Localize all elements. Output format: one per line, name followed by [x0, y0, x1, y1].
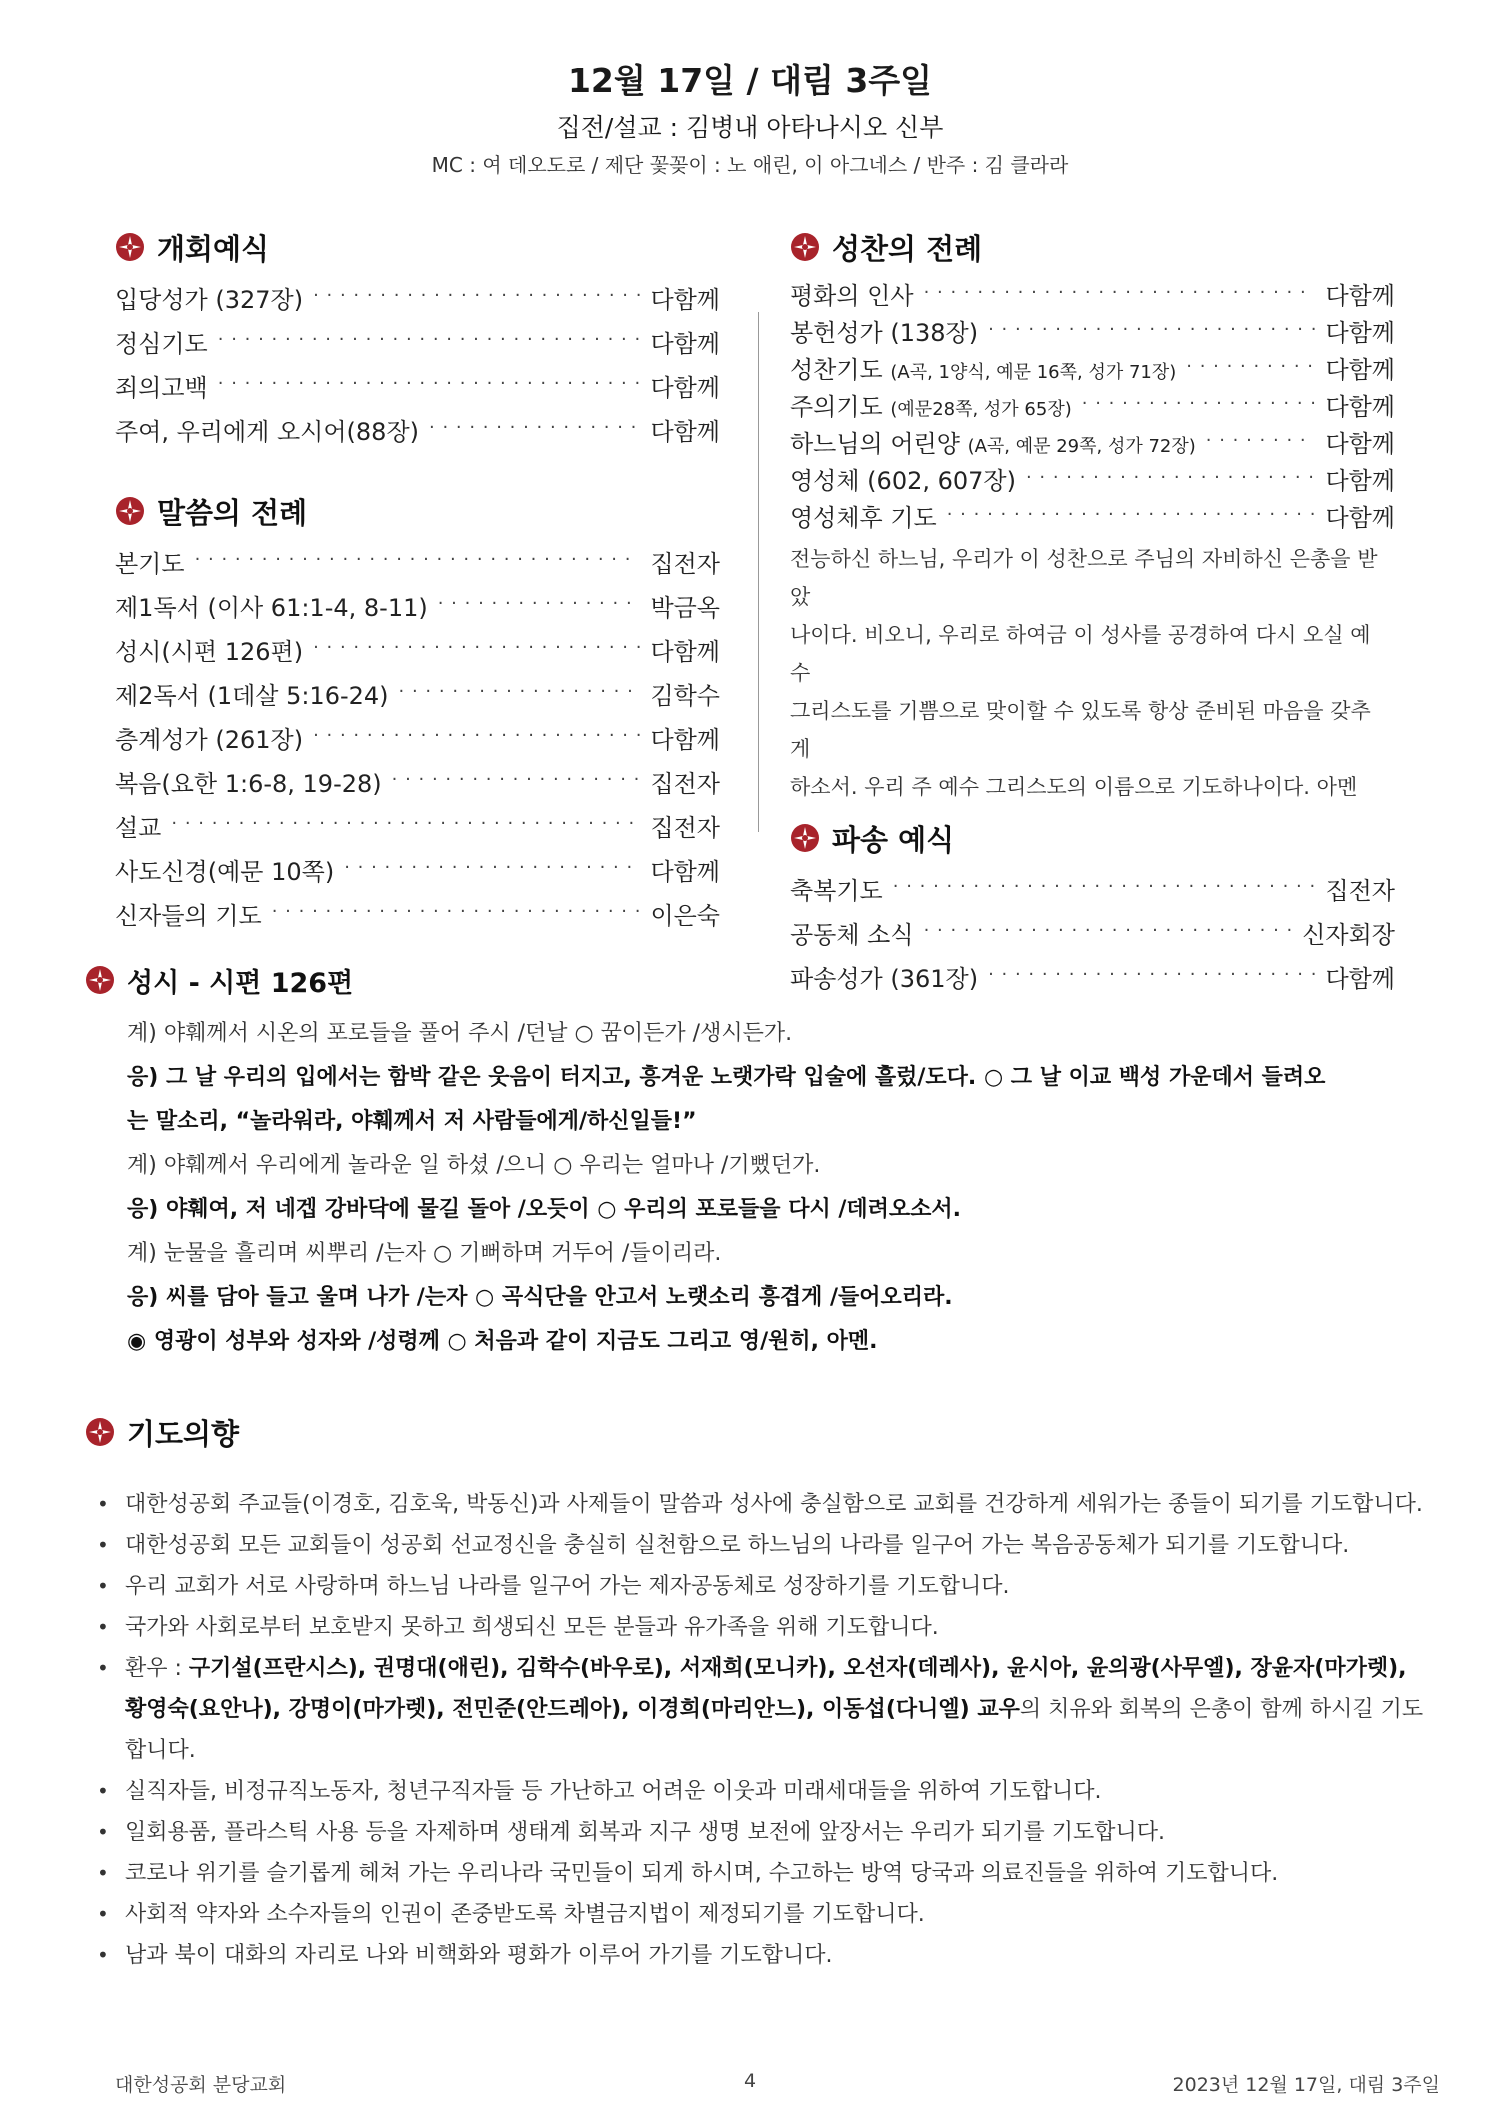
list-item: 성찬기도 (A곡, 1양식, 예문 16쪽, 성가 71장) · · · 다함께 [790, 349, 1395, 386]
page-number: 4 [743, 2070, 757, 2092]
list-item: 축복기도 · · · 집전자 [790, 866, 1395, 910]
psalm-line: 계) 야훼께서 우리에게 놀라운 일 하셨 /으니 ○ 우리는 얼마나 /기뻤던가. [127, 1153, 821, 1178]
section-heading [790, 223, 1395, 271]
footer-date: 2023년 12월 17일, 대림 3주일 [1172, 2074, 1440, 2096]
section-heading [85, 956, 1425, 1004]
list-item: 신자들의 기도 · · · 이은숙 [115, 891, 720, 935]
list-item-sick: • 환우 : 구기설(프란시스), 권명대(애린), 김학수(바우로), 서재희(모니카), 오선자(데레사), 윤시아, 윤의광(사무엘), 장윤자(마가렛), 황영숙(요안나), 강명이(마가렛), 전민준(안드레아), 이경희(마리안느), 이동섭(다니엘) 교우의 치유와 회복의 은총이 함께 하시길 기도합니다. [85, 1648, 1430, 1771]
list-item: 하느님의 어린양 (A곡, 예문 29쪽, 성가 72장) · · · 다함께 [790, 423, 1395, 460]
list-item: • 일회용품, 플라스틱 사용 등을 자제하며 생태계 회복과 지구 생명 보전에 앞장서는 우리가 되기를 기도합니다. [85, 1812, 1430, 1853]
section-title: 말씀의 전례 [157, 495, 308, 530]
section-heading [85, 1408, 1430, 1456]
intentions-list [85, 1484, 1430, 1976]
section-title: 개회예식 [157, 231, 270, 266]
list-item: • 실직자들, 비정규직노동자, 청년구직자들 등 가난하고 어려운 이웃과 미래세대들을 위하여 기도합니다. [85, 1771, 1430, 1812]
celebrant-line: 집전/설교 : 김병내 아타나시오 신부 [556, 113, 944, 142]
right-column [790, 223, 1395, 998]
page-header [0, 58, 1500, 180]
list-item: • 대한성공회 주교들(이경호, 김호욱, 박동신)과 사제들이 말씀과 성사에 충실함으로 교회를 건강하게 세워가는 종들이 되기를 기도합니다. [85, 1484, 1430, 1525]
opening-list [115, 275, 720, 451]
list-item: 평화의 인사 · · · 다함께 [790, 275, 1395, 312]
psalm-line: 응) 씨를 담아 들고 울며 나가 /는자 ○ 곡식단을 안고서 노랫소리 흥겹게 /들어오리라. [127, 1285, 953, 1310]
list-item: 주의기도 (예문28쪽, 성가 65장) · · · 다함께 [790, 386, 1395, 423]
section-word [115, 487, 720, 935]
footer-church: 대한성공회 분당교회 [115, 2074, 287, 2096]
page-title: 12월 17일 / 대림 3주일 [567, 61, 933, 100]
list-item: 봉헌성가 (138장) · · · 다함께 [790, 312, 1395, 349]
list-item: 복음(요한 1:6-8, 19-28) · · · 집전자 [115, 759, 720, 803]
list-item: • 국가와 사회로부터 보호받지 못하고 희생되신 모든 분들과 유가족을 위해 기도합니다. [85, 1607, 1430, 1648]
psalm-line: ◉ 영광이 성부와 성자와 /성령께 ○ 처음과 같이 지금도 그리고 영/원히, 아멘. [127, 1329, 878, 1354]
word-list [115, 539, 720, 935]
sick-names: 구기설(프란시스), 권명대(애린), 김학수(바우로), 서재희(모니카), 오선자(데레사), 윤시아, 윤의광(사무엘), 장윤자(마가렛), 황영숙(요안나), 강명이(마가렛), 전민준(안드레아), 이경희(마리안느), 이동섭(다니엘) 교우 [125, 1656, 1407, 1722]
list-item: 입당성가 (327장) · · · 다함께 [115, 275, 720, 319]
section-opening [115, 223, 720, 451]
mc-line: MC : 여 데오도로 / 제단 꽃꽂이 : 노 애린, 이 아그네스 / 반주 : 김 클라라 [431, 153, 1069, 177]
list-item: 설교 · · · 집전자 [115, 803, 720, 847]
list-item: 성시(시편 126편) · · · 다함께 [115, 627, 720, 671]
list-item: 영성체 (602, 607장) · · · 다함께 [790, 460, 1395, 497]
list-item: 정심기도 · · · 다함께 [115, 319, 720, 363]
list-item: 영성체후 기도 · · · 다함께 [790, 497, 1395, 534]
list-item: • 우리 교회가 서로 사랑하며 하느님 나라를 일구어 가는 제자공동체로 성장하기를 기도합니다. [85, 1566, 1430, 1607]
psalm-line: 계) 야훼께서 시온의 포로들을 풀어 주시 /던날 ○ 꿈이든가 /생시든가. [127, 1021, 793, 1046]
cross-icon [115, 496, 145, 526]
list-item: 제2독서 (1데살 5:16-24) · · · 김학수 [115, 671, 720, 715]
eucharist-list [790, 275, 1395, 534]
section-heading [115, 487, 720, 535]
psalm-text [127, 1012, 1425, 1364]
cross-icon [790, 823, 820, 853]
column-divider [758, 312, 759, 832]
cross-icon [790, 232, 820, 262]
section-heading [790, 814, 1395, 862]
psalm-line: 는 말소리, “놀라워라, 야훼께서 저 사람들에게/하신일들!” [127, 1109, 697, 1134]
section-heading [115, 223, 720, 271]
left-column [115, 223, 720, 935]
cross-icon [85, 965, 115, 995]
list-item: 제1독서 (이사 61:1-4, 8-11) · · · 박금옥 [115, 583, 720, 627]
list-item: 본기도 · · · 집전자 [115, 539, 720, 583]
list-item: • 코로나 위기를 슬기롭게 헤쳐 가는 우리나라 국민들이 되게 하시며, 수고하는 방역 당국과 의료진들을 위하여 기도합니다. [85, 1853, 1430, 1894]
section-title: 기도의향 [127, 1416, 240, 1451]
psalm-line: 응) 야훼여, 저 네겝 강바닥에 물길 돌아 /오듯이 ○ 우리의 포로들을 다시 /데려오소서. [127, 1197, 962, 1222]
section-title: 성시 - 시편 126편 [127, 967, 354, 999]
list-item: • 대한성공회 모든 교회들이 성공회 선교정신을 충실히 실천함으로 하느님의 나라를 일구어 가는 복음공동체가 되기를 기도합니다. [85, 1525, 1430, 1566]
psalm-line: 계) 눈물을 흘리며 씨뿌리 /는자 ○ 기뻐하며 거두어 /들이리라. [127, 1241, 722, 1266]
section-intentions [85, 1408, 1430, 1976]
cross-icon [115, 232, 145, 262]
list-item: 사도신경(예문 10쪽) · · · 다함께 [115, 847, 720, 891]
section-eucharist [790, 223, 1395, 806]
section-title: 파송 예식 [832, 822, 955, 857]
psalm-line: 응) 그 날 우리의 입에서는 함박 같은 웃음이 터지고, 흥겨운 노랫가락 입술에 흘렀/도다. ○ 그 날 이교 백성 가운데서 들려오 [127, 1065, 1326, 1090]
section-psalm [85, 956, 1425, 1364]
list-item: 층계성가 (261장) · · · 다함께 [115, 715, 720, 759]
list-item: 파송성가 (361장) · · · 다함께 [790, 954, 1395, 998]
section-title: 성찬의 전례 [832, 231, 983, 266]
cross-icon [85, 1417, 115, 1447]
list-item: 주여, 우리에게 오시어(88장) · · · 다함께 [115, 407, 720, 451]
list-item: 죄의고백 · · · 다함께 [115, 363, 720, 407]
list-item: 공동체 소식 · · · 신자회장 [790, 910, 1395, 954]
list-item: • 남과 북이 대화의 자리로 나와 비핵화와 평화가 이루어 가기를 기도합니다. [85, 1935, 1430, 1976]
list-item: • 사회적 약자와 소수자들의 인권이 존중받도록 차별금지법이 제정되기를 기도합니다. [85, 1894, 1430, 1935]
post-communion-prayer: 전능하신 하느님, 우리가 이 성찬으로 주님의 자비하신 은총을 받았 나이다. 비오니, 우리로 하여금 이 성사를 공경하여 다시 오실 예수 그리스도를 기쁨으로 맞이할 수 있도록 항상 준비된 마음을 갖추게 하소서. 우리 주 예수 그리스도의 이름으로 기도하나이다. 아멘 [790, 547, 1378, 799]
